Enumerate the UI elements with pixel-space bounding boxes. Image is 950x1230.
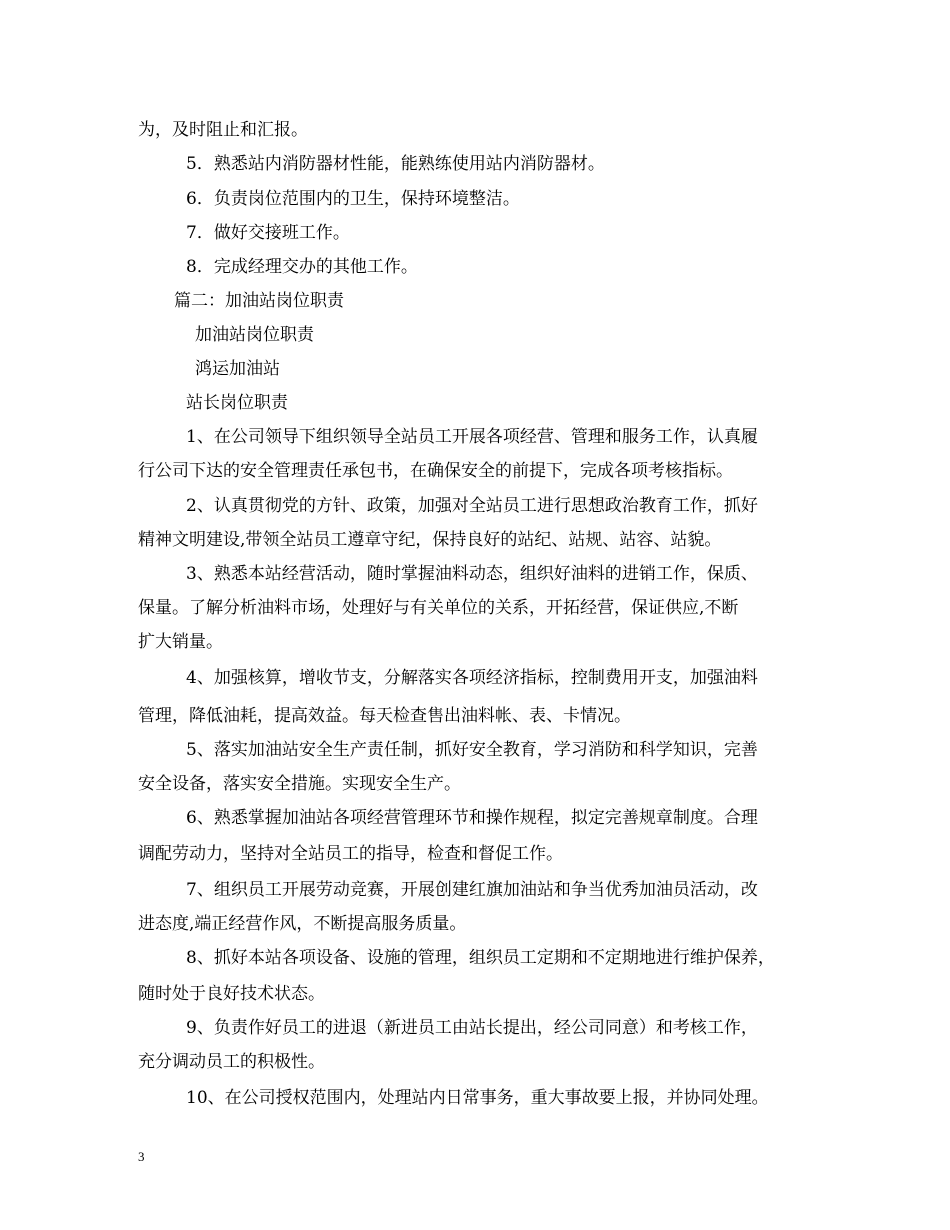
page-number: 3 — [138, 1149, 145, 1164]
text-line: 5、落实加油站安全生产责任制，抓好安全教育，学习消防和科学知识，完善 — [186, 740, 758, 760]
text-line: 调配劳动力，坚持对全站员工的指导，检查和督促工作。 — [138, 844, 563, 864]
text-line: 精神文明建设,带领全站员工遵章守纪，保持良好的站纪、站规、站容、站貌。 — [138, 530, 722, 550]
text-line: 5．熟悉站内消防器材性能，能熟练使用站内消防器材。 — [186, 154, 605, 174]
text-line: 安全设备，落实安全措施。实现安全生产。 — [138, 774, 461, 794]
text-line: 4、加强核算，增收节支，分解落实各项经济指标，控制费用开支，加强油料 — [186, 668, 758, 688]
text-line: 7．做好交接班工作。 — [186, 223, 350, 243]
text-line: 2、认真贯彻党的方针、政策，加强对全站员工进行思想政治教育工作，抓好 — [186, 496, 758, 516]
text-line: 6．负责岗位范围内的卫生，保持环境整洁。 — [186, 189, 520, 209]
document-title: 加油站岗位职责 — [195, 325, 314, 345]
section-heading: 篇二：加油站岗位职责 — [174, 291, 344, 311]
text-line: 10、在公司授权范围内，处理站内日常事务，重大事故要上报，并协同处理。 — [186, 1088, 769, 1108]
text-line: 3、熟悉本站经营活动，随时掌握油料动态，组织好油料的进销工作，保质、 — [186, 564, 758, 584]
text-line: 管理，降低油耗，提高效益。每天检查售出油料帐、表、卡情况。 — [138, 706, 631, 726]
text-line: 7、组织员工开展劳动竞赛，开展创建红旗加油站和争当优秀加油员活动，改 — [186, 880, 758, 900]
text-line: 6、熟悉掌握加油站各项经营管理环节和操作规程，拟定完善规章制度。合理 — [186, 808, 758, 828]
text-line: 1、在公司领导下组织领导全站员工开展各项经营、管理和服务工作，认真履 — [186, 427, 758, 447]
text-line: 进态度,端正经营作风，不断提高服务质量。 — [138, 914, 467, 934]
text-line: 8．完成经理交办的其他工作。 — [186, 257, 418, 277]
station-name: 鸿运加油站 — [195, 359, 280, 379]
text-line: 扩大销量。 — [138, 632, 223, 652]
text-line: 8、抓好本站各项设备、设施的管理，组织员工定期和不定期地进行维护保养， — [186, 948, 775, 968]
text-line: 行公司下达的安全管理责任承包书，在确保安全的前提下，完成各项考核指标。 — [138, 461, 733, 481]
text-line: 为，及时阻止和汇报。 — [138, 120, 308, 140]
text-line: 随时处于良好技术状态。 — [138, 984, 325, 1004]
role-heading: 站长岗位职责 — [186, 393, 288, 413]
text-line: 保量。了解分析油料市场，处理好与有关单位的关系，开拓经营，保证供应,不断 — [138, 598, 739, 618]
text-line: 9、负责作好员工的进退（新进员工由站长提出，经公司同意）和考核工作， — [186, 1018, 758, 1038]
text-line: 充分调动员工的积极性。 — [138, 1052, 325, 1072]
